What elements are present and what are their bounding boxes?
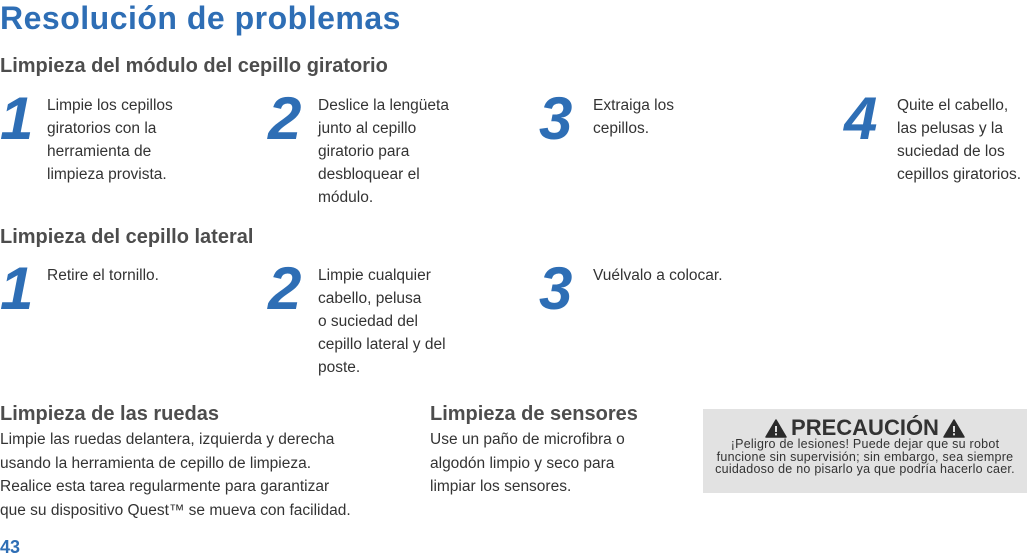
caution-text: ¡Peligro de lesiones! Puede dejar que su robot funcione sin supervisión; sin embargo, sea siempre cuidadoso de no pisarlo ya que podría hacerlo caer. [715,437,1015,476]
step-text: Quite el cabello, las pelusas y la suciedad de los cepillos giratorios. [897,97,1022,183]
side-brush-heading: Limpieza del cepillo lateral [0,226,254,248]
warning-icon [943,419,965,438]
wheels-heading: Limpieza de las ruedas [0,403,219,425]
step-number: 1 [0,255,34,322]
step-text: Vuélvalo a colocar. [593,267,723,284]
sensors-heading: Limpieza de sensores [430,403,638,425]
step-number: 3 [539,85,573,152]
sensors-text: Use un paño de microfibra o algodón limpio y seco para limpiar los sensores. [430,431,625,495]
step-number: 2 [268,85,302,152]
page-title: Resolución de problemas [0,0,401,36]
rotating-brush-heading: Limpieza del módulo del cepillo giratorio [0,55,388,77]
warning-icon [765,419,787,438]
step-text: Limpie cualquier cabello, pelusa o suciedad del cepillo lateral y del poste. [318,267,446,376]
step-number: 1 [0,85,34,152]
page-number: 43 [0,537,21,557]
step-text: Deslice la lengüeta junto al cepillo giratorio para desbloquear el módulo. [318,97,449,206]
step-number: 3 [539,255,573,322]
step-text: Limpie los cepillos giratorios con la herramienta de limpieza provista. [47,97,173,183]
caution-box [703,409,1027,493]
step-text: Extraiga los cepillos. [593,97,674,137]
step-number: 4 [844,85,878,152]
step-text: Retire el tornillo. [47,267,159,284]
step-number: 2 [268,255,302,322]
wheels-text: Limpie las ruedas delantera, izquierda y derecha usando la herramienta de cepillo de limpieza. Realice esta tarea regularmente para garantizar que su dispositivo Quest™ se mueva con facilidad. [0,431,351,519]
caution-title: PRECAUCIÓN [791,415,939,440]
